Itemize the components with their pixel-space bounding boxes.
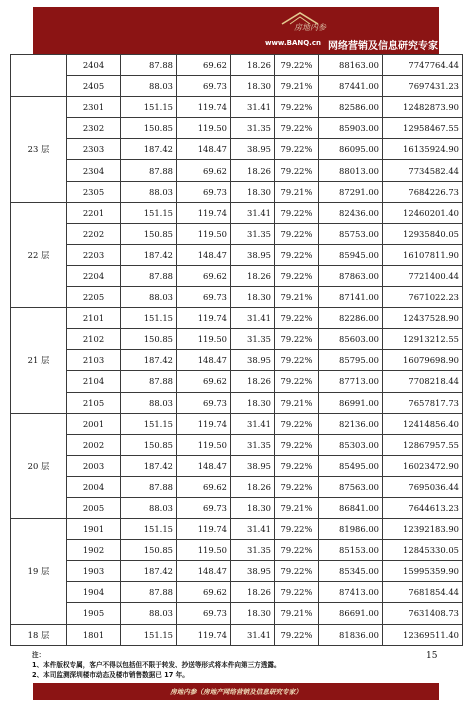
table-cell: 12958467.55 [383,118,463,139]
table-row [11,455,463,476]
table-cell: 85903.00 [319,118,383,139]
table-cell: 69.62 [177,582,231,603]
table-cell: 2001 [67,413,121,434]
notes-line-2: 2、本司监测深圳楼市动态及楼市销售数据已 17 年。 [32,671,189,679]
table-cell: 79.22% [275,624,319,645]
table-cell: 69.73 [177,181,231,202]
table-cell: 79.22% [275,350,319,371]
table-cell: 151.15 [121,413,177,434]
table-row [11,350,463,371]
table-cell: 87.88 [121,371,177,392]
table-cell: 69.62 [177,265,231,286]
table-cell: 31.41 [231,413,275,434]
table-cell: 2204 [67,265,121,286]
table-cell: 88.03 [121,603,177,624]
table-row [11,118,463,139]
table-cell: 7671022.23 [383,287,463,308]
table-cell: 87.88 [121,265,177,286]
table-cell: 148.47 [177,455,231,476]
table-cell: 151.15 [121,202,177,223]
notes-line-1: 1、本件版权专属，客户不得以包括但不限于转发、抄送等形式将本件向第三方透露。 [32,661,281,669]
table-cell: 12392183.90 [383,519,463,540]
table-cell: 79.22% [275,244,319,265]
table-cell: 2405 [67,76,121,97]
table-cell: 12482873.90 [383,97,463,118]
table-cell: 1902 [67,540,121,561]
table-cell: 69.73 [177,76,231,97]
notes-block [32,650,428,680]
table-cell: 38.95 [231,561,275,582]
table-cell: 119.74 [177,624,231,645]
table-cell: 87713.00 [319,371,383,392]
brand-url: www.BANQ.cn [265,39,321,47]
table-cell: 16079698.90 [383,350,463,371]
table-cell: 2005 [67,497,121,518]
table-body [11,55,463,646]
table-cell: 85153.00 [319,540,383,561]
floor-label: 21 层 [11,308,67,413]
table-cell: 187.42 [121,244,177,265]
table-cell: 87863.00 [319,265,383,286]
table-row [11,561,463,582]
table-cell: 7644613.23 [383,497,463,518]
table-cell: 81986.00 [319,519,383,540]
table-cell: 2105 [67,392,121,413]
table-cell: 88.03 [121,497,177,518]
table-cell: 12437528.90 [383,308,463,329]
table-cell: 2302 [67,118,121,139]
table-cell: 151.15 [121,519,177,540]
table-cell: 2205 [67,287,121,308]
table-cell: 2404 [67,55,121,76]
header-banner [33,7,439,55]
table-cell: 38.95 [231,350,275,371]
table-cell: 85603.00 [319,329,383,350]
table-cell: 79.22% [275,561,319,582]
table-cell: 2202 [67,223,121,244]
table-cell: 69.62 [177,476,231,497]
table-row [11,329,463,350]
table-row [11,603,463,624]
table-cell: 31.35 [231,329,275,350]
table-cell: 148.47 [177,244,231,265]
table-cell: 79.21% [275,181,319,202]
table-cell: 79.22% [275,413,319,434]
table-cell: 2103 [67,350,121,371]
table-row [11,497,463,518]
table-cell: 86991.00 [319,392,383,413]
table-cell: 119.50 [177,540,231,561]
table-row [11,97,463,118]
table-cell: 2002 [67,434,121,455]
table-cell: 88.03 [121,76,177,97]
table-row [11,434,463,455]
table-cell: 12935840.05 [383,223,463,244]
table-cell: 148.47 [177,561,231,582]
table-cell: 79.22% [275,476,319,497]
table-cell: 148.47 [177,350,231,371]
table-cell: 79.22% [275,434,319,455]
table-cell: 79.21% [275,287,319,308]
table-cell: 79.22% [275,265,319,286]
table-cell: 88.03 [121,181,177,202]
table-cell: 18.26 [231,582,275,603]
table-row [11,519,463,540]
table-cell: 2104 [67,371,121,392]
table-cell: 12414856.40 [383,413,463,434]
table-row [11,540,463,561]
table-cell: 87.88 [121,55,177,76]
table-cell: 87.88 [121,582,177,603]
table-cell: 87.88 [121,476,177,497]
table-row [11,244,463,265]
table-cell: 1903 [67,561,121,582]
table-cell: 150.85 [121,223,177,244]
table-cell: 79.21% [275,392,319,413]
table-cell: 150.85 [121,118,177,139]
table-cell: 79.22% [275,97,319,118]
brand-title: 网络营销及信息研究专家 [328,41,438,52]
table-cell: 31.41 [231,202,275,223]
table-cell: 87413.00 [319,582,383,603]
table-cell: 85795.00 [319,350,383,371]
floor-label: 18 层 [11,624,67,645]
unit-price-table [10,54,463,646]
table-cell: 1905 [67,603,121,624]
table-cell: 85753.00 [319,223,383,244]
table-cell: 88.03 [121,287,177,308]
table-cell: 69.73 [177,603,231,624]
table-cell: 7697431.23 [383,76,463,97]
table-cell: 88013.00 [319,160,383,181]
brand-name-cn: 房地内参 [294,23,326,32]
table-cell: 88163.00 [319,55,383,76]
table-row [11,287,463,308]
table-cell: 16023472.90 [383,455,463,476]
table-cell: 79.22% [275,455,319,476]
table-cell: 82136.00 [319,413,383,434]
table-cell: 2203 [67,244,121,265]
table-row [11,476,463,497]
footer-text: 房地内参（房地产网络营销及信息研究专家） [170,688,302,696]
table-cell: 18.30 [231,287,275,308]
table-cell: 18.30 [231,76,275,97]
table-cell: 79.22% [275,582,319,603]
floor-label: 20 层 [11,413,67,518]
table-cell: 79.21% [275,76,319,97]
table-cell: 119.50 [177,329,231,350]
table-row [11,76,463,97]
table-row [11,413,463,434]
brand-logo [258,11,438,53]
table-row [11,371,463,392]
table-cell: 31.35 [231,118,275,139]
table-cell: 7747764.44 [383,55,463,76]
table-cell: 7684226.73 [383,181,463,202]
table-cell: 16135924.90 [383,139,463,160]
table-cell: 15995359.90 [383,561,463,582]
table-cell: 79.22% [275,308,319,329]
table-cell: 7721400.44 [383,265,463,286]
table-cell: 119.50 [177,223,231,244]
table-cell: 86691.00 [319,603,383,624]
table-cell: 119.74 [177,519,231,540]
table-cell: 82286.00 [319,308,383,329]
table-cell: 16107811.90 [383,244,463,265]
table-cell: 151.15 [121,97,177,118]
table-cell: 18.26 [231,55,275,76]
floor-label [11,55,67,97]
page-number: 15 [426,651,438,661]
table-cell: 87141.00 [319,287,383,308]
table-cell: 82436.00 [319,202,383,223]
floor-label: 19 层 [11,519,67,624]
table-cell: 12845330.05 [383,540,463,561]
table-cell: 2301 [67,97,121,118]
table-cell: 18.26 [231,160,275,181]
table-cell: 119.74 [177,202,231,223]
table-cell: 88.03 [121,392,177,413]
table-cell: 187.42 [121,561,177,582]
table-cell: 69.73 [177,392,231,413]
table-cell: 12460201.40 [383,202,463,223]
table-cell: 86095.00 [319,139,383,160]
floor-label: 22 层 [11,202,67,307]
table-cell: 38.95 [231,455,275,476]
table-row [11,55,463,76]
table-row [11,265,463,286]
table-cell: 31.35 [231,540,275,561]
table-cell: 79.22% [275,371,319,392]
table-cell: 187.42 [121,139,177,160]
table-row [11,160,463,181]
table-row [11,392,463,413]
table-cell: 79.22% [275,160,319,181]
table-cell: 2305 [67,181,121,202]
table-cell: 38.95 [231,244,275,265]
table-cell: 18.30 [231,392,275,413]
table-cell: 69.73 [177,287,231,308]
table-cell: 12369511.40 [383,624,463,645]
table-cell: 18.30 [231,181,275,202]
table-cell: 150.85 [121,434,177,455]
table-cell: 151.15 [121,624,177,645]
table-cell: 79.22% [275,118,319,139]
footer-banner [33,683,439,700]
table-cell: 7734582.44 [383,160,463,181]
table-cell: 38.95 [231,139,275,160]
table-cell: 79.22% [275,223,319,244]
table-cell: 79.22% [275,202,319,223]
table-cell: 69.73 [177,497,231,518]
table-cell: 31.41 [231,308,275,329]
table-cell: 7695036.44 [383,476,463,497]
table-cell: 18.26 [231,265,275,286]
table-cell: 2304 [67,160,121,181]
table-cell: 85945.00 [319,244,383,265]
table-cell: 79.22% [275,55,319,76]
table-cell: 79.21% [275,497,319,518]
table-cell: 2004 [67,476,121,497]
table-cell: 69.62 [177,55,231,76]
table-cell: 31.41 [231,97,275,118]
table-cell: 2003 [67,455,121,476]
table-cell: 18.30 [231,497,275,518]
table-row [11,181,463,202]
table-cell: 12913212.55 [383,329,463,350]
table-row [11,308,463,329]
table-row [11,624,463,645]
table-cell: 85345.00 [319,561,383,582]
table-cell: 1904 [67,582,121,603]
table-cell: 86841.00 [319,497,383,518]
floor-label: 23 层 [11,97,67,202]
table-cell: 7657817.73 [383,392,463,413]
table-cell: 119.50 [177,118,231,139]
table-cell: 2102 [67,329,121,350]
table-cell: 31.41 [231,519,275,540]
table-cell: 79.21% [275,603,319,624]
table-cell: 119.74 [177,308,231,329]
table-cell: 148.47 [177,139,231,160]
table-cell: 119.74 [177,97,231,118]
table-cell: 87563.00 [319,476,383,497]
table-cell: 7708218.44 [383,371,463,392]
table-cell: 31.41 [231,624,275,645]
table-cell: 79.22% [275,540,319,561]
table-cell: 79.22% [275,329,319,350]
table-cell: 1801 [67,624,121,645]
table-cell: 31.35 [231,434,275,455]
table-cell: 69.62 [177,371,231,392]
table-cell: 18.26 [231,371,275,392]
table-cell: 150.85 [121,540,177,561]
table-row [11,202,463,223]
table-cell: 2201 [67,202,121,223]
table-row [11,223,463,244]
table-cell: 79.22% [275,139,319,160]
table-cell: 87.88 [121,160,177,181]
table-cell: 18.26 [231,476,275,497]
table-cell: 81836.00 [319,624,383,645]
table-cell: 2101 [67,308,121,329]
table-cell: 82586.00 [319,97,383,118]
table-cell: 187.42 [121,455,177,476]
table-cell: 7631408.73 [383,603,463,624]
notes-title: 注： [32,651,46,659]
table-cell: 150.85 [121,329,177,350]
table-cell: 119.74 [177,413,231,434]
table-cell: 151.15 [121,308,177,329]
table-cell: 18.30 [231,603,275,624]
table-cell: 187.42 [121,350,177,371]
table-cell: 87441.00 [319,76,383,97]
table-cell: 87291.00 [319,181,383,202]
table-row [11,139,463,160]
table-cell: 69.62 [177,160,231,181]
table-row [11,582,463,603]
table-cell: 85495.00 [319,455,383,476]
table-cell: 12867957.55 [383,434,463,455]
table-cell: 2303 [67,139,121,160]
table-cell: 85303.00 [319,434,383,455]
table-cell: 7681854.44 [383,582,463,603]
table-cell: 119.50 [177,434,231,455]
table-cell: 79.22% [275,519,319,540]
table-cell: 31.35 [231,223,275,244]
table-cell: 1901 [67,519,121,540]
